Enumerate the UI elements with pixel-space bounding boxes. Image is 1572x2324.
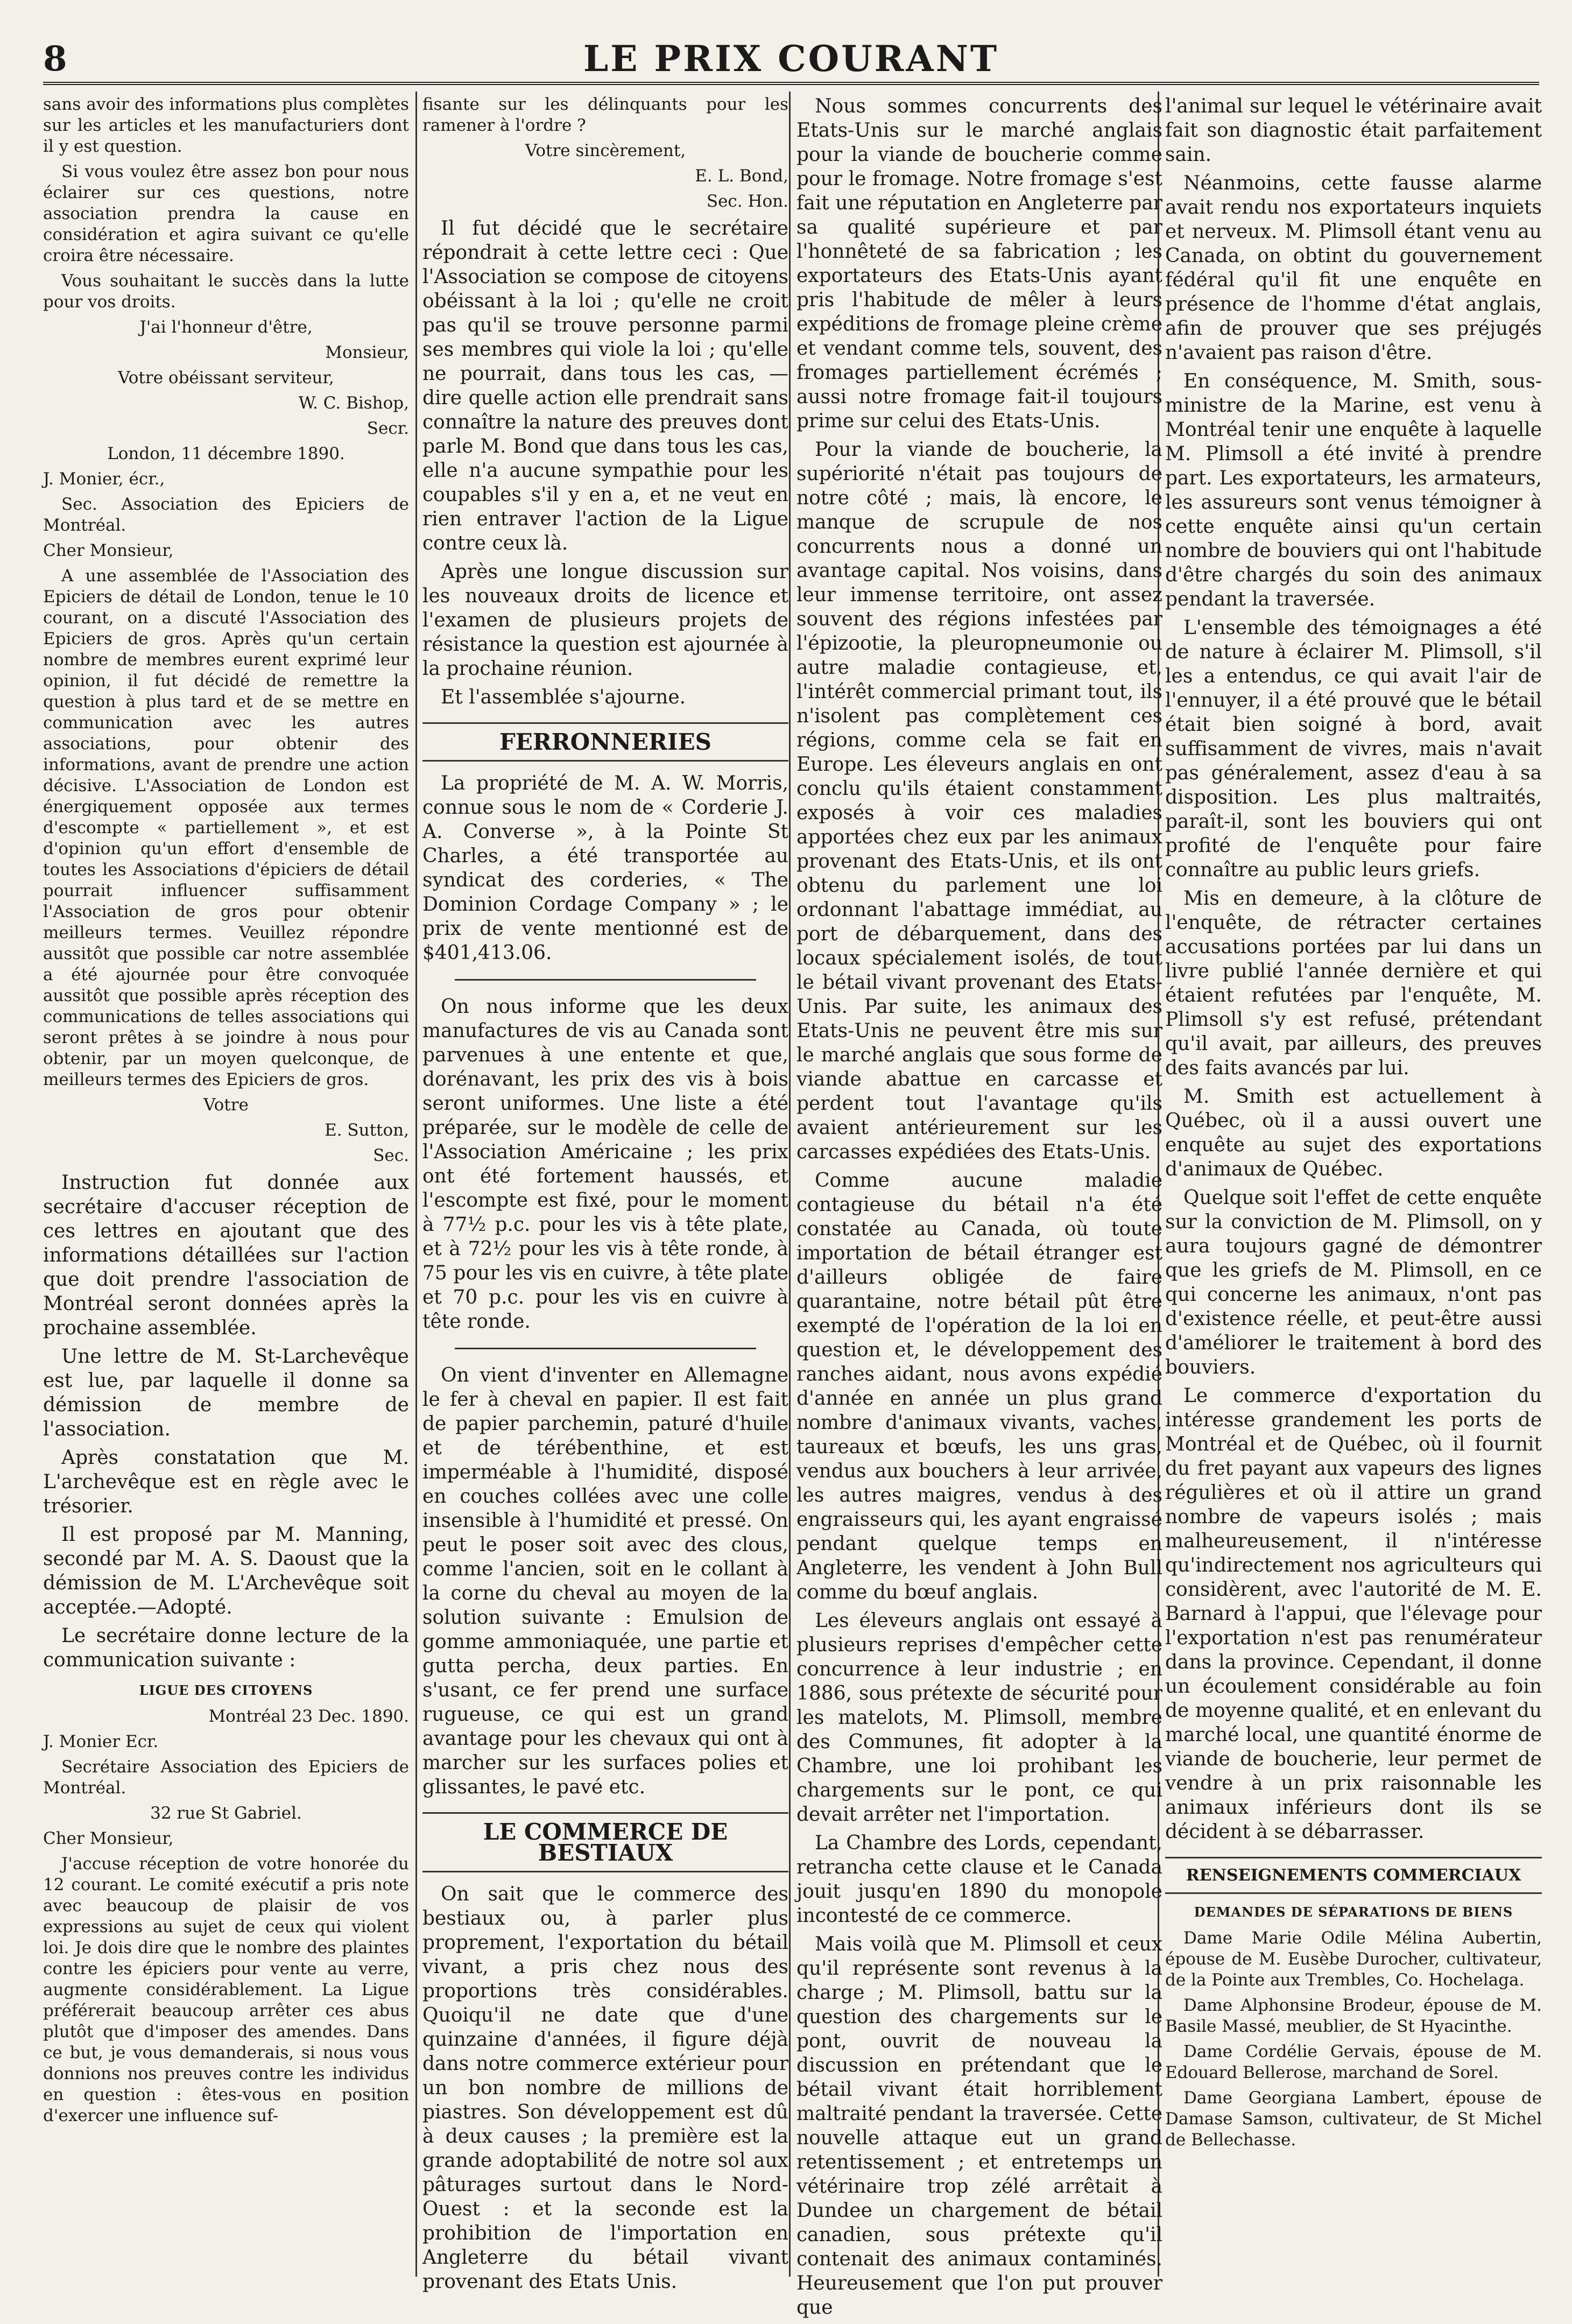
divider — [455, 1348, 756, 1349]
paragraph: Et l'assemblée s'ajourne. — [441, 686, 686, 708]
paragraph: Pour la viande de boucherie, la supériorité n'était pas toujours de notre côté ; mais, là encore, le manque de scrupule de nos concurrents nous a donné un avantage capital. Nos voisins, dans leur immense territoire, ont assez souvent des régions infestées par l'épizootie, la pleuropneumonie ou autre maladie contagieuse, et, l'intérêt commercial primant tout, ils n'isolent pas complètement ces régions, comme cela se fait en Europe. Les éleveurs anglais en ont conclu qu'ils étaient constamment exposés à voir ces maladies apportées chez eux par les animaux provenant des Etats-Unis, et ils ont obtenu du parlement une loi ordonnant l'abattage immédiat, au port de débarquement, dans des locaux spécialement isolés, de tout le bétail vivant provenant des Etats-Unis. Par suite, les animaux des Etats-Unis ne peuvent être mis sur le marché anglais que sous forme de viande abattue en carcasse et perdent tout l'avantage qu'ils avaient antérieurement sur les carcasses expédiées des Etats-Unis. — [796, 439, 1162, 1163]
column-3 — [796, 94, 1162, 2324]
paragraph: Il fut décidé que le secrétaire répondrait à cette lettre ceci : Que l'Association se compose de citoyens obéissant à la loi ; qu'elle ne croit pas qu'il se trouve personne parmi ses membres qui viole la loi ; qu'elle ne pourrait, dans tous les cas, — dire quelle action elle prendrait sans connaître la nature des preuves dont parle M. Bond que dans tous les cas, elle n'a aucune sympathie pour les coupables s'il y en a, et ne veut en rien entraver l'action de la Ligue contre ceux là. — [422, 217, 788, 554]
signature-title: Sec. — [373, 1146, 409, 1165]
salutation: Cher Monsieur, — [43, 541, 174, 560]
paragraph: Comme aucune maladie contagieuse du bétail n'a été constatée au Canada, où toute importation de bétail étranger est d'ailleurs obligée de faire quarantaine, notre bétail pût être exempté de l'opération de la loi en question et, le développement des ranches aidant, nous avons expédié d'année en année un plus grand nombre d'animaux vivants, vaches, taureaux et bœufs, les uns gras, vendus aux bouchers à leur arrivée, les autres maigres, vendus à des engraisseurs qui, les ayant engraissé pendant quelque temps en Angleterre, les vendent à John Bull comme du bœuf anglais. — [796, 1170, 1162, 1603]
salutation: Cher Monsieur, — [43, 1829, 174, 1848]
column-rule — [789, 91, 791, 2277]
section-heading-ferronneries: FERRONNERIES — [422, 722, 788, 762]
salutation: Monsieur, — [325, 343, 409, 362]
paragraph: Une lettre de M. St-Larchevêque est lue, par laquelle il donne sa démission de membre de l'association. — [43, 1346, 409, 1440]
paragraph: sans avoir des informations plus complètes sur les articles et les manufacturiers dont il y est question. — [43, 95, 409, 156]
closing-line: J'ai l'honneur d'être, — [139, 318, 313, 337]
divider — [455, 979, 756, 981]
newspaper-title: LE PRIX COURANT — [583, 38, 999, 80]
paragraph: Le commerce d'exportation du intéresse grandement les ports de Montréal et de Québec, où il fournit du fret payant aux vapeurs des lignes régulières et où il attire un grand nombre de vapeurs isolés ; mais malheureusement, il n'intéresse qu'indirectement nos agriculteurs qui considèrent, avec l'autorité de M. E. Barnard à l'appui, que l'élevage pour l'exportation n'est pas renumérateur dans la province. Cependant, il donne un écoulement considérable au foin de moyenne qualité, et en enlevant du marché local, une quantité énorme de viande de boucherie, leur permet de vendre à un prix raisonnable les animaux inférieurs dont ils se décident à se débarrasser. — [1165, 1385, 1542, 1843]
paragraph: Les éleveurs anglais ont essayé à plusieurs reprises d'empêcher cette concurrence à leur industrie ; en 1886, sous prétexte de sécurité pour les matelots, M. Plimsoll, membre des Communes, fit adopter à la Chambre, une loi prohibant les chargements sur le pont, ce qui devait arrêter net l'importation. — [796, 1610, 1162, 1826]
paragraph: En conséquence, M. Smith, sous-ministre de la Marine, est venu à Montréal tenir une enquête à laquelle M. Plimsoll a été invité à prendre part. Les exportateurs, les armateurs, les assureurs sont venus témoigner à cette enquête ainsi qu'un certain nombre de bouviers qui ont l'habitude d'être chargés du soin des animaux pendant la traversée. — [1165, 370, 1542, 610]
paragraph: J'accuse réception de votre honorée du 12 courant. Le comité exécutif a pris note avec beaucoup de plaisir de vos expressions au sujet de ceux qui violent loi. Je dois dire que le nombre des plaintes contre les épiciers pour vente au verre, augmente considérablement. La Ligue préférerait beaucoup arrêter ces abus plutôt que d'imposer des amendes. Dans ce but, je vous demanderais, si nous vous donnions nos preuves contre les individus en question : êtes-vous en position d'exercer une influence suf- — [43, 1854, 409, 2125]
section-heading-commerce-bestiaux: LE COMMERCE DE BESTIAUX — [422, 1812, 788, 1872]
paragraph: Instruction fut donnée aux secrétaire d'accuser réception de ces lettres en ajoutant que des informations détaillées sur l'action que doit prendre l'association de Montréal seront données après la prochaine assemblée. — [43, 1172, 409, 1339]
closing-line: Votre — [203, 1095, 249, 1115]
dateline: Montréal 23 Dec. 1890. — [208, 1707, 409, 1726]
paragraph: Après constatation que M. L'archevêque est en règle avec le trésorier. — [43, 1447, 409, 1517]
paragraph: Le secrétaire donne lecture de la communication suivante : — [43, 1625, 409, 1671]
addressee-title: Sec. Association des Epiciers de Montréal. — [43, 495, 409, 535]
letterhead: LIGUE DES CITOYENS — [139, 1682, 313, 1698]
signature-title: Secr. — [366, 419, 409, 438]
paragraph: Après une longue discussion sur les nouveaux droits de licence et l'examen de plusieurs projets de résistance la question est ajournée à la prochaine réunion. — [422, 561, 788, 680]
closing-line: Votre sincèrement, — [525, 141, 686, 160]
notice: Dame Cordélie Gervais, épouse de M. Edouard Bellerose, marchand de Sorel. — [1165, 2042, 1542, 2082]
paragraph: Si vous voulez être assez bon pour nous éclairer sur ces questions, notre association prendra la cause en considération et agira suivant ce qu'elle croira être nécessaire. — [43, 162, 409, 265]
paragraph: A une assemblée de l'Association des Epiciers de détail de London, tenue le 10 courant, on a discuté l'Association des Epiciers de gros. Après qu'un certain nombre de membres eurent exprimé leur opinion, il fut décidé de remettre la question à plus tard et de se mettre en communication avec les autres associations, pour obtenir des informations, avant de prendre une action décisive. L'Association de London est énergiquement opposée aux termes d'escompte « partiellement », et est d'opinion qu'un effort d'ensemble de toutes les Associations d'épiciers de détail pourrait influencer suffisamment l'Association de gros pour obtenir meilleurs termes. Veuillez répondre aussitôt que possible car notre assemblée a été ajournée pour être convoquée aussitôt que possible après réception des communications de telles associations qui seront prêtes à se joindre à nous pour obtenir, par un moyen quelconque, de meilleurs termes des Epiciers de gros. — [43, 566, 409, 1089]
page-number: 8 — [43, 39, 67, 79]
paragraph: l'animal sur lequel le vétérinaire avait fait son diagnostic était parfaitement sain. — [1165, 95, 1542, 166]
paragraph: Nous sommes concurrents des Etats-Unis sur le marché anglais pour la viande de boucherie comme pour le fromage. Notre fromage s'est fait une réputation en Angleterre par sa qualité supérieure et par l'honnêteté de sa fabrication ; les exportateurs des Etats-Unis ayant pris l'habitude de mêler à leurs expéditions de fromage pleine crème et vendant comme tels, souvent, des fromages partiellement écrémés ; aussi notre fromage fait-il toujours prime sur celui des Etats-Unis. — [796, 95, 1162, 432]
signature: E. L. Bond, — [695, 166, 788, 186]
signature-title: Sec. Hon. — [706, 192, 788, 211]
notice: Dame Georgiana Lambert, épouse de Damase Samson, cultivateur, de St Michel de Bellechasse. — [1165, 2088, 1542, 2150]
paragraph: Quelque soit l'effet de cette enquête sur la conviction de M. Plimsoll, on y aura toujours gagné de démontrer que les griefs de M. Plimsoll, en ce qui concerne les animaux, n'ont pas d'existence réelle, et peut-être aussi d'améliorer le traitement à bord des bouviers. — [1165, 1187, 1542, 1378]
subheading-separations: DEMANDES DE SÉPARATIONS DE BIENS — [1194, 1904, 1513, 1920]
paragraph: fisante sur les délinquants pour les ramener à l'ordre ? — [422, 95, 788, 135]
addressee: J. Monier Ecr. — [43, 1732, 159, 1751]
paragraph: L'ensemble des témoignages a été de nature à éclairer M. Plimsoll, s'il les a entendus, ce qui avait l'air de l'ennuyer, il a été prouvé que le bétail était bien soigné à bord, avait suffisamment de vivres, mais n'avait pas généralement, assez d'eau à sa disposition. Les plus maltraités, paraît-il, sont les bouviers qui ont profité de l'enquête pour faire connaître au public leurs griefs. — [1165, 617, 1542, 881]
addressee: J. Monier, écr., — [43, 469, 165, 489]
dateline: London, 11 décembre 1890. — [107, 444, 345, 463]
addressee-title: Secrétaire Association des Epiciers de Montréal. — [43, 1757, 409, 1798]
paragraph: La propriété de M. A. W. Morris, connue sous le nom de « Corderie J. A. Converse », à la Pointe St Charles, a été transportée au syndicat des corderies, « The Dominion Cordage Company » ; le prix de vente mentionné est de $401,413.06. — [422, 772, 788, 964]
column-1 — [43, 94, 409, 2131]
section-heading-renseignements: RENSEIGNEMENTS COMMERCIAUX — [1165, 1857, 1542, 1894]
paragraph: M. Smith est actuellement à Québec, où il a aussi ouvert une enquête au sujet des exportations d'animaux de Québec. — [1165, 1086, 1542, 1180]
signature: W. C. Bishop, — [298, 393, 409, 413]
paragraph: Mis en demeure, à la clôture de l'enquête, de rétracter certaines accusations portées par lui dans un livre publié l'année dernière et qui étaient refutées par l'enquête, M. Plimsoll s'y est refusé, prétendant qu'il avait, par ailleurs, des preuves des faits avancés par lui. — [1165, 888, 1542, 1079]
paragraph: La Chambre des Lords, cependant, retrancha cette clause et le Canada jouit jusqu'en 1890 du monopole incontesté de ce commerce. — [796, 1832, 1162, 1927]
paragraph: Vous souhaitant le succès dans la lutte pour vos droits. — [43, 271, 409, 312]
notice: Dame Alphonsine Brodeur, épouse de M. Basile Massé, meublier, de St Hyacinthe. — [1165, 1996, 1542, 2036]
paragraph: Il est proposé par M. Manning, secondé par M. A. S. Daoust que la démission de M. L'Archevêque soit acceptée.—Adopté. — [43, 1524, 409, 1618]
paragraph: On nous informe que les deux manufactures de vis au Canada sont parvenues à une entente et que, dorénavant, les prix des vis à bois seront uniformes. Une liste a été préparée, sur le modèle de celle de l'Association Américaine ; les prix ont été fortement haussés, et l'escompte est fixé, pour le moment à 77½ p.c. pour les vis à tête plate, et à 72½ pour les vis à tête ronde, à 75 pour les vis en cuivre, à tête plate et 70 p.c. pour les vis en cuivre à tête ronde. — [422, 996, 788, 1333]
notice: Dame Marie Odile Mélina Aubertin, épouse de M. Eusèbe Durocher, cultivateur, de la Pointe aux Trembles, Co. Hochelaga. — [1165, 1928, 1542, 1990]
paragraph: On vient d'inventer en Allemagne le fer à cheval en papier. Il est fait de papier parchemin, paturé d'huile et de térébenthine, et est imperméable à l'humidité, disposé en couches collées avec une colle insensible à l'humidité et pressé. On peut le poser soit avec des clous, comme l'ancien, soit en le collant à la corne du cheval au moyen de la solution suivante : Emulsion de gomme ammoniaquée, une partie et gutta percha, deux parties. En s'usant, ce fer prend une surface rugueuse, ce qui est un grand avantage pour les chevaux qui ont à marcher sur les surfaces polies et glissantes, le pavé etc. — [422, 1364, 788, 1798]
paragraph: Néanmoins, cette fausse alarme avait rendu nos exportateurs inquiets et nerveux. M. Plimsoll étant venu au Canada, on obtint du gouvernement fédéral qu'il fit une enquête en présence de l'homme d'état anglais, afin de prouver que ses préjugés n'avaient pas raison d'être. — [1165, 172, 1542, 364]
masthead — [43, 28, 1539, 85]
closing-line: Votre obéissant serviteur, — [118, 368, 334, 388]
address: 32 rue St Gabriel. — [150, 1804, 302, 1823]
paragraph: On sait que le commerce des bestiaux ou, à parler plus proprement, l'exportation du bétail vivant, a pris chez nous des proportions très considérables. Quoiqu'il ne date que d'une quinzaine d'années, il figure déjà dans notre commerce extérieur pour un bon nombre de millions de piastres. Son développement est dû à deux causes ; la première est la grande adoptabilité de notre sol aux pâturages surtout dans le Nord-Ouest : et la seconde est la prohibition de l'importation en Angleterre du bétail vivant provenant des Etats Unis. — [422, 1883, 788, 2293]
signature: E. Sutton, — [325, 1121, 409, 1140]
column-rule — [415, 91, 417, 2277]
column-2 — [422, 94, 788, 2298]
paragraph: Mais voilà que M. Plimsoll et ceux qu'il représente sont revenus à la charge ; M. Plimsoll, battu sur la question des chargements sur le pont, ouvrit de nouveau la discussion en prétendant que le bétail vivant était horriblement maltraité pendant la traversée. Cette nouvelle attaque eut un grand retentissement ; et entretemps un vétérinaire trop zélé arrêtait à Dundee un chargement de bétail canadien, sous prétexte qu'il contenait des animaux contaminés. Heureusement que l'on put prouver que — [796, 1933, 1162, 2319]
column-4 — [1165, 94, 1542, 2155]
